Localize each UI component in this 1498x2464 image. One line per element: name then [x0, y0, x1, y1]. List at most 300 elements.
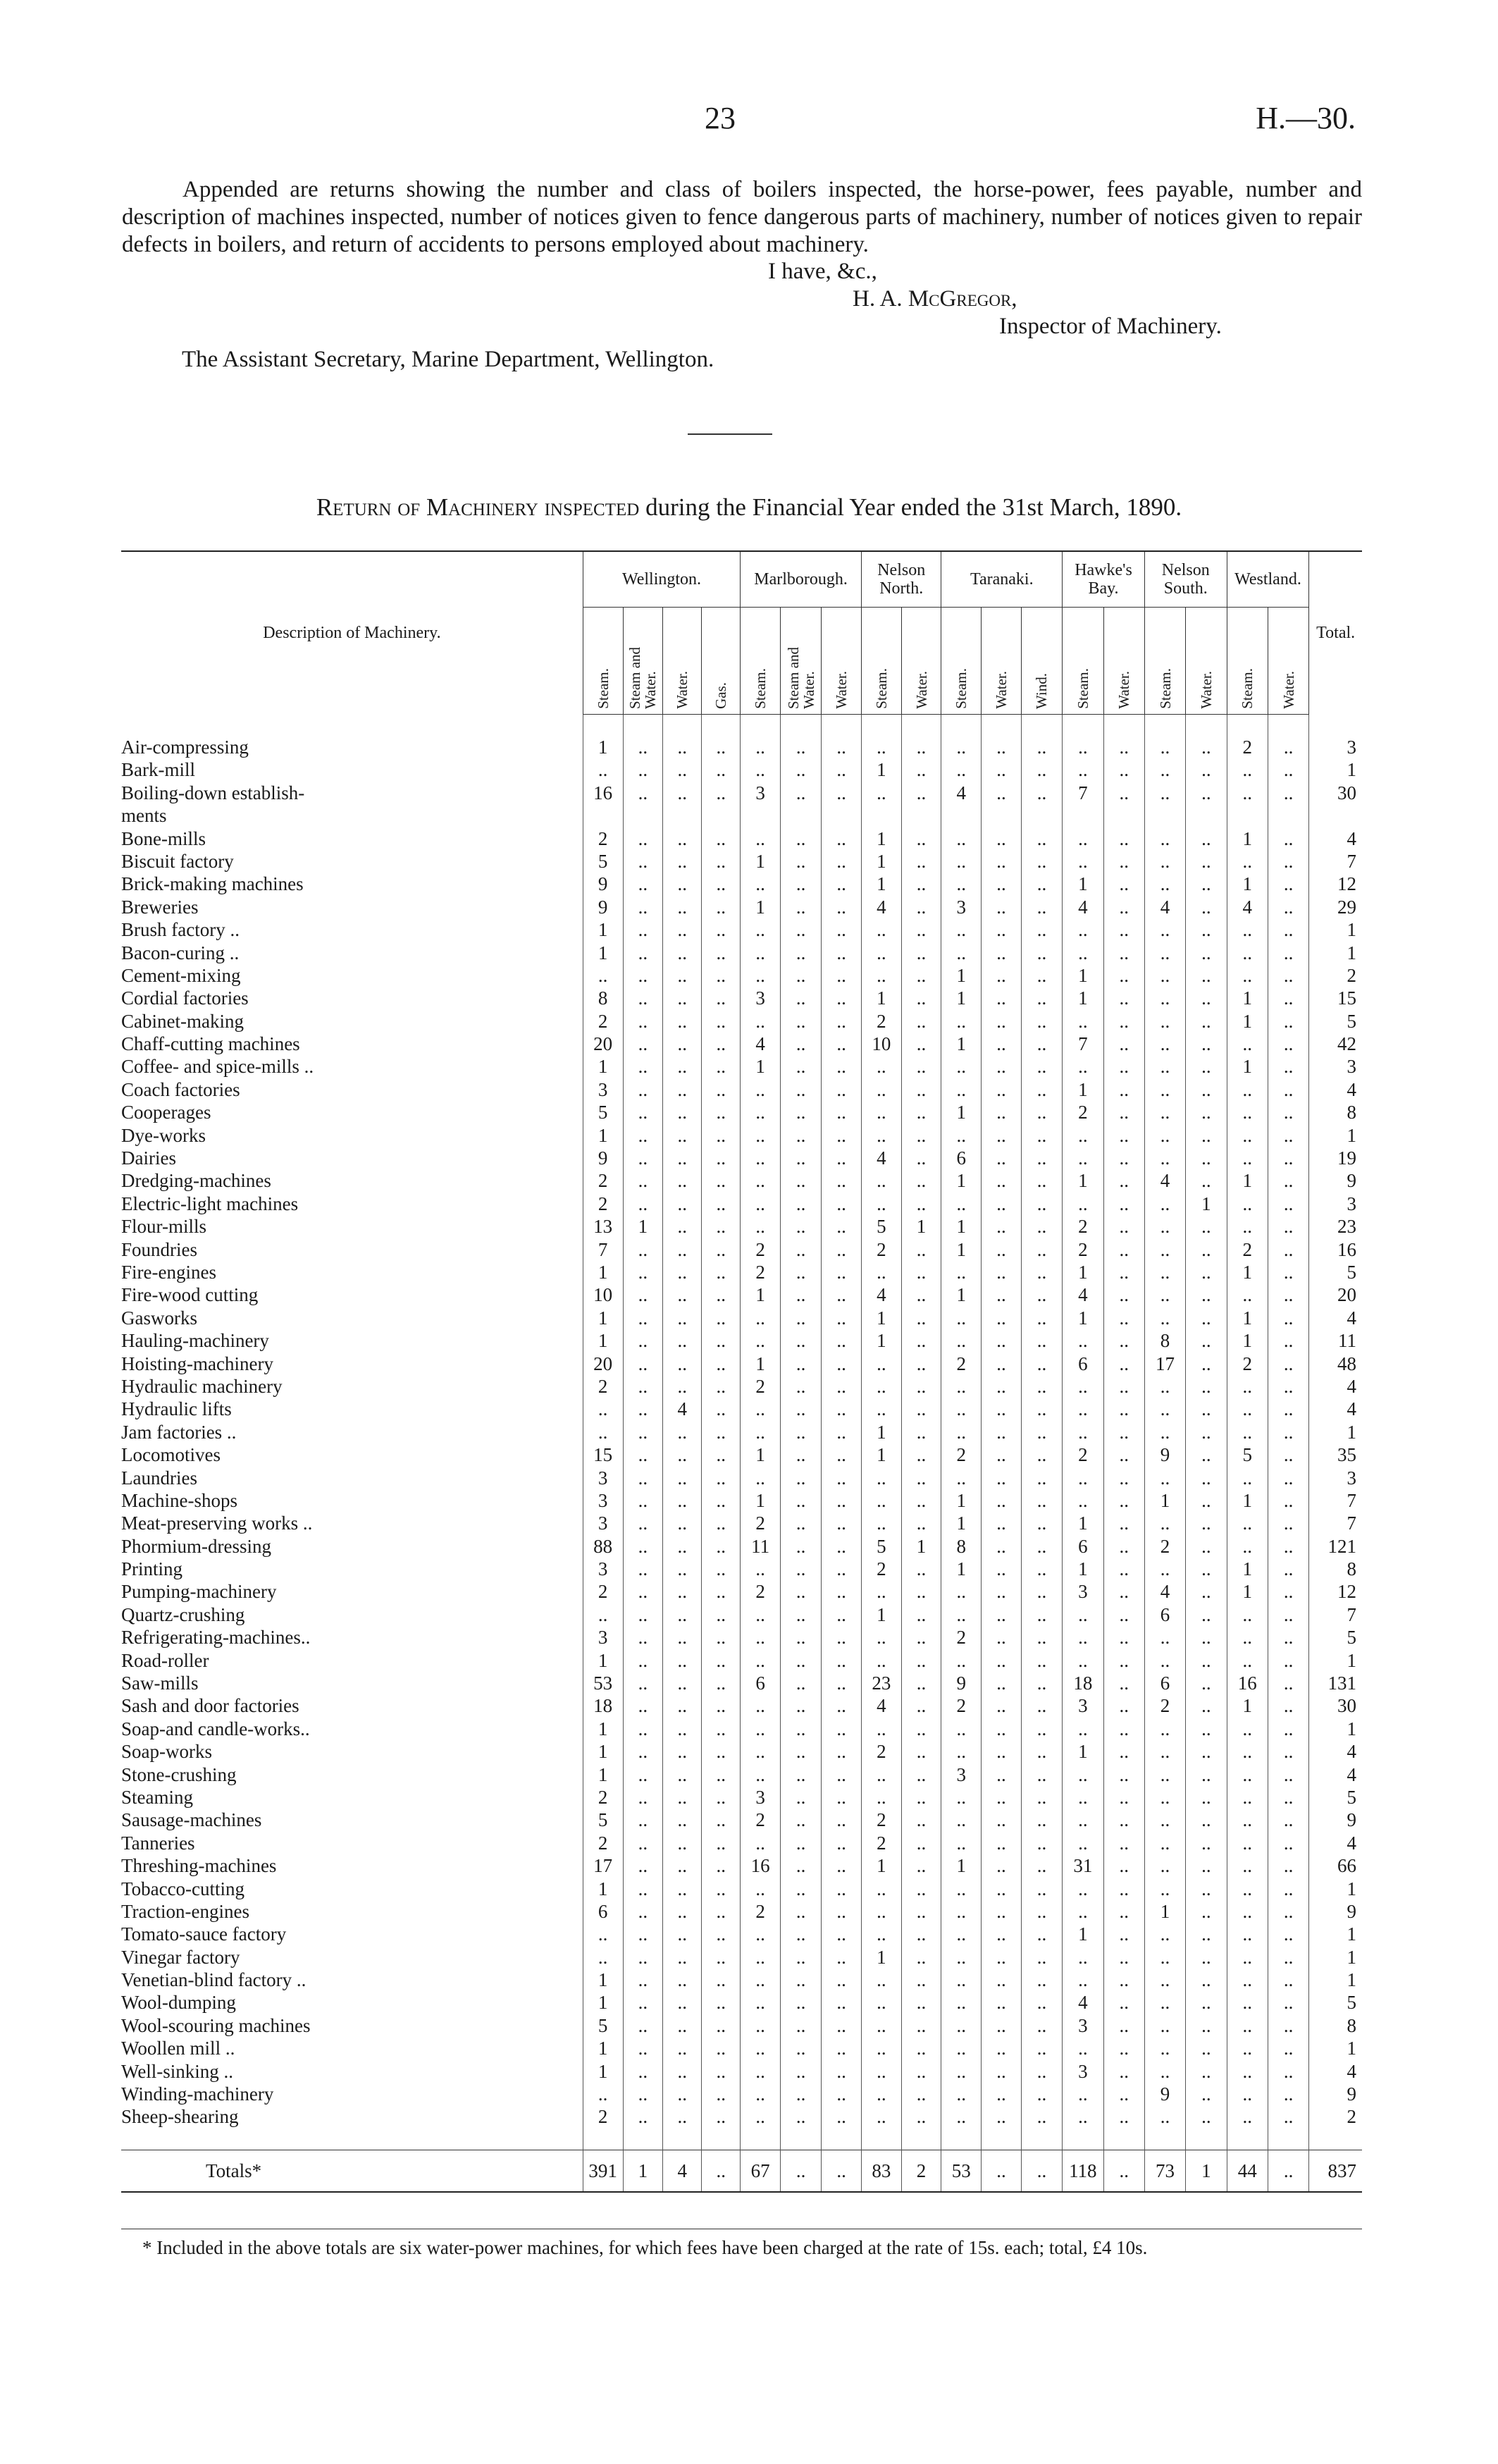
table-cell: .. [901, 1694, 941, 1717]
table-cell: .. [623, 1078, 663, 1101]
row-total: 1 [1309, 1718, 1362, 1740]
table-cell: .. [623, 1169, 663, 1192]
table-cell: .. [741, 1010, 781, 1033]
table-cell: .. [982, 1124, 1022, 1147]
table-cell: .. [982, 1672, 1022, 1694]
table-cell: .. [1186, 758, 1227, 781]
table-cell: .. [702, 1010, 741, 1033]
table-cell: .. [901, 1307, 941, 1329]
table-cell: .. [780, 1489, 821, 1512]
column-header [901, 608, 941, 715]
table-cell: .. [982, 1512, 1022, 1534]
table-cell: .. [663, 1307, 702, 1329]
row-description-text: Woollen mill .. [121, 2038, 237, 2059]
column-header-label: Water. [833, 671, 850, 709]
table-cell: .. [901, 1854, 941, 1877]
table-cell: .. [1268, 1375, 1308, 1398]
table-cell: .. [741, 1832, 781, 1854]
table-cell: .. [822, 1878, 862, 1900]
table-cell: .. [941, 827, 982, 850]
table-cell: .. [583, 964, 623, 987]
table-cell: .. [1021, 1946, 1062, 1969]
table-cell: .. [1186, 1307, 1227, 1329]
table-cell: .. [702, 827, 741, 850]
row-description [121, 942, 583, 964]
row-description-text: Hydraulic machinery [121, 1376, 285, 1397]
table-cell: 6 [1063, 1353, 1103, 1375]
table-cell: .. [982, 1193, 1022, 1215]
table-cell: .. [1103, 1329, 1144, 1352]
table-cell: 9 [583, 1147, 623, 1169]
table-cell: .. [1186, 1969, 1227, 1991]
table-cell: .. [822, 964, 862, 987]
table-cell: .. [741, 1558, 781, 1580]
table-cell: .. [780, 2060, 821, 2083]
table-cell: .. [1021, 1740, 1062, 1763]
table-cell: 1 [941, 1283, 982, 1306]
table-row [121, 1923, 1362, 1945]
row-description-text: Chaff-cutting machines [121, 1033, 303, 1054]
table-cell: .. [1227, 2083, 1268, 2105]
table-cell: .. [741, 1878, 781, 1900]
table-cell: .. [982, 1969, 1022, 1991]
row-description [121, 1101, 583, 1123]
table-cell: .. [1103, 736, 1144, 758]
table-cell: .. [702, 1923, 741, 1945]
table-cell: .. [1268, 1535, 1308, 1558]
table-cell: .. [982, 1694, 1022, 1717]
table-cell: .. [1186, 1786, 1227, 1809]
table-cell: .. [982, 1718, 1022, 1740]
table-cell: 1 [1227, 987, 1268, 1009]
table-cell: .. [1227, 1078, 1268, 1101]
table-cell: .. [901, 1238, 941, 1261]
table-cell: .. [1186, 1672, 1227, 1694]
table-cell: .. [623, 850, 663, 873]
table-cell: .. [822, 2037, 862, 2059]
row-description [121, 1010, 583, 1033]
table-cell: .. [741, 964, 781, 987]
table-cell: 1 [862, 873, 902, 895]
table-cell: .. [623, 1786, 663, 1809]
row-description [121, 2105, 583, 2128]
table-cell: .. [702, 1033, 741, 1055]
table-cell: .. [982, 1854, 1022, 1877]
table-cell: 1 [583, 1878, 623, 1900]
table-cell: .. [1186, 1580, 1227, 1603]
table-cell: 1 [862, 1946, 902, 1969]
table-cell: 2 [583, 2105, 623, 2128]
table-cell: .. [741, 1649, 781, 1672]
table-cell: .. [1103, 2060, 1144, 2083]
table-cell: .. [1186, 1010, 1227, 1033]
table-cell: 7 [1063, 782, 1103, 804]
table-cell: .. [901, 1672, 941, 1694]
table-cell: .. [663, 1580, 702, 1603]
row-total: 2 [1309, 2105, 1362, 2128]
table-cell: .. [901, 1421, 941, 1443]
table-cell: .. [1144, 1740, 1185, 1763]
column-header [663, 608, 702, 715]
table-cell: .. [702, 1649, 741, 1672]
table-cell: .. [982, 1055, 1022, 1078]
row-description [121, 1443, 583, 1466]
row-description [121, 1147, 583, 1169]
table-cell: .. [1144, 1124, 1185, 1147]
table-cell: .. [780, 1832, 821, 1854]
table-cell: .. [822, 1329, 862, 1352]
table-cell: .. [822, 1763, 862, 1786]
table-row [121, 1512, 1362, 1534]
table-cell: 2 [741, 1238, 781, 1261]
table-cell: .. [1103, 1558, 1144, 1580]
row-total: 9 [1309, 1169, 1362, 1192]
table-cell: .. [1227, 918, 1268, 941]
row-description-text: Vinegar factory [121, 1947, 243, 1968]
column-header-label: Steam. [752, 668, 769, 709]
table-cell: 23 [862, 1672, 902, 1694]
table-cell: 2 [1063, 1101, 1103, 1123]
table-cell: .. [982, 1033, 1022, 1055]
table-cell: .. [1268, 1763, 1308, 1786]
table-cell: .. [623, 1832, 663, 1854]
row-description-text: Coach factories [121, 1079, 243, 1100]
table-cell: 1 [1227, 873, 1268, 895]
table-cell: .. [982, 782, 1022, 804]
table-row [121, 1946, 1362, 1969]
table-cell: .. [1103, 782, 1144, 804]
table-title [0, 493, 1498, 522]
table-cell: 6 [941, 1147, 982, 1169]
table-cell: .. [941, 1398, 982, 1420]
table-cell: .. [1144, 1854, 1185, 1877]
table-cell: .. [1063, 1329, 1103, 1352]
table-cell: .. [780, 1101, 821, 1123]
table-cell: 1 [901, 1535, 941, 1558]
table-cell: .. [623, 1283, 663, 1306]
table-cell: 8 [1144, 1329, 1185, 1352]
table-cell: .. [901, 2105, 941, 2128]
row-description [121, 1603, 583, 1626]
table-cell: .. [663, 1421, 702, 1443]
table-cell: .. [741, 1078, 781, 1101]
table-cell: .. [780, 1558, 821, 1580]
table-cell: .. [1186, 736, 1227, 758]
table-cell: .. [1186, 1398, 1227, 1420]
table-cell: .. [663, 1878, 702, 1900]
table-cell: .. [1103, 2105, 1144, 2128]
table-cell: 1 [862, 850, 902, 873]
table-cell: .. [1227, 942, 1268, 964]
table-cell: .. [1063, 1626, 1103, 1649]
column-header [822, 608, 862, 715]
table-cell: .. [901, 1101, 941, 1123]
table-cell: 1 [941, 1558, 982, 1580]
table-cell: .. [1268, 896, 1308, 918]
row-total: 5 [1309, 1261, 1362, 1283]
table-cell: .. [1103, 1147, 1144, 1169]
table-cell: .. [982, 827, 1022, 850]
table-row [121, 1193, 1362, 1215]
row-total: 1 [1309, 1969, 1362, 1991]
table-cell: .. [623, 1398, 663, 1420]
table-cell: .. [780, 1421, 821, 1443]
row-total: 7 [1309, 1603, 1362, 1626]
table-cell: .. [663, 2105, 702, 2128]
table-cell: .. [1103, 942, 1144, 964]
table-cell: .. [1021, 1489, 1062, 1512]
table-cell: .. [1144, 1558, 1185, 1580]
table-cell: .. [901, 1558, 941, 1580]
table-cell: 4 [1144, 896, 1185, 918]
table-cell: .. [1063, 736, 1103, 758]
table-cell: .. [862, 2060, 902, 2083]
table-cell: .. [663, 782, 702, 804]
table-cell: .. [623, 1033, 663, 1055]
table-cell: .. [822, 1786, 862, 1809]
table-cell: .. [1021, 873, 1062, 895]
table-cell: .. [862, 918, 902, 941]
table-cell: .. [862, 2014, 902, 2037]
table-cell: .. [982, 1878, 1022, 1900]
table-row [121, 1353, 1362, 1375]
row-description [121, 1283, 583, 1306]
table-cell: .. [1063, 1398, 1103, 1420]
table-cell: .. [702, 1078, 741, 1101]
table-cell: .. [623, 1969, 663, 1991]
table-cell: .. [982, 736, 1022, 758]
table-cell: .. [901, 1261, 941, 1283]
table-cell: 20 [583, 1033, 623, 1055]
table-cell: .. [982, 1535, 1022, 1558]
table-cell: .. [741, 1718, 781, 1740]
row-description [121, 1512, 583, 1534]
row-description-text: Soap-works [121, 1741, 215, 1762]
row-description [121, 2014, 583, 2037]
row-description [121, 1626, 583, 1649]
table-cell: .. [1144, 1969, 1185, 1991]
table-cell: .. [862, 2105, 902, 2128]
table-cell: .. [1268, 1215, 1308, 1238]
table-cell: .. [1144, 1261, 1185, 1283]
table-cell: .. [1268, 1169, 1308, 1192]
table-cell: .. [862, 1923, 902, 1945]
row-description [121, 2083, 583, 2105]
table-cell: .. [1268, 1055, 1308, 1078]
table-cell: .. [780, 1261, 821, 1283]
table-cell: 10 [583, 1283, 623, 1306]
table-cell: 1 [1227, 1489, 1268, 1512]
table-cell: .. [1021, 1969, 1062, 1991]
row-description [121, 2060, 583, 2083]
table-cell: .. [623, 1649, 663, 1672]
table-row [121, 736, 1362, 758]
table-cell: .. [941, 1055, 982, 1078]
table-cell: .. [1021, 1535, 1062, 1558]
table-cell: .. [663, 1969, 702, 1991]
table-cell: .. [623, 1101, 663, 1123]
table-cell: .. [1268, 1969, 1308, 1991]
table-cell: .. [1144, 1193, 1185, 1215]
table-row [121, 1694, 1362, 1717]
table-cell: .. [1063, 2105, 1103, 2128]
table-cell: .. [623, 736, 663, 758]
row-description [121, 1467, 583, 1489]
table-cell: .. [901, 2014, 941, 2037]
table-cell: .. [1103, 1603, 1144, 1626]
table-cell: .. [1103, 1763, 1144, 1786]
table-cell: .. [1227, 1854, 1268, 1877]
table-cell: .. [623, 1055, 663, 1078]
table-cell: .. [702, 942, 741, 964]
column-header-label: Wind. [1033, 672, 1051, 709]
table-cell: .. [663, 1033, 702, 1055]
table-cell: .. [780, 1512, 821, 1534]
table-cell: .. [1103, 873, 1144, 895]
table-cell: .. [1103, 1421, 1144, 1443]
table-cell: .. [663, 1672, 702, 1694]
table-cell: .. [1268, 1580, 1308, 1603]
table-cell: .. [1063, 1421, 1103, 1443]
table-cell: .. [780, 782, 821, 804]
table-cell: .. [901, 758, 941, 781]
table-cell: .. [741, 2105, 781, 2128]
table-row [121, 964, 1362, 987]
grand-total: 837 [1309, 2150, 1362, 2192]
table-cell: .. [822, 918, 862, 941]
table-cell: 1 [1144, 1900, 1185, 1923]
row-total: 5 [1309, 1991, 1362, 2014]
table-row [121, 1215, 1362, 1238]
table-cell: .. [1144, 1101, 1185, 1123]
table-cell: .. [1268, 1193, 1308, 1215]
table-cell: .. [741, 1946, 781, 1969]
table-cell: .. [1186, 1694, 1227, 1717]
table-cell: .. [862, 1900, 902, 1923]
column-header [1227, 608, 1268, 715]
table-cell: .. [982, 1147, 1022, 1169]
table-cell: .. [663, 1923, 702, 1945]
table-cell: .. [741, 1603, 781, 1626]
table-cell: .. [623, 2083, 663, 2105]
table-cell: .. [780, 1603, 821, 1626]
table-cell: .. [1021, 1923, 1062, 1945]
table-cell: .. [702, 736, 741, 758]
totals-cell: 67 [741, 2150, 781, 2192]
column-header-label: Water. [1115, 671, 1133, 709]
table-cell: .. [982, 2105, 1022, 2128]
table-cell: 11 [741, 1535, 781, 1558]
totals-row [121, 2150, 1362, 2192]
row-total: 12 [1309, 1580, 1362, 1603]
row-description-text: Fire-engines [121, 1262, 219, 1283]
table-cell: 2 [583, 827, 623, 850]
table-cell: .. [741, 827, 781, 850]
table-cell: 1 [862, 1421, 902, 1443]
table-cell: .. [583, 1923, 623, 1945]
table-cell: .. [623, 964, 663, 987]
table-cell: .. [982, 1649, 1022, 1672]
table-cell: .. [1021, 782, 1062, 804]
table-cell: .. [1103, 1786, 1144, 1809]
table-cell: 4 [663, 1398, 702, 1420]
table-cell: 2 [741, 1375, 781, 1398]
table-cell: .. [663, 1169, 702, 1192]
table-cell: 1 [583, 1649, 623, 1672]
table-cell: .. [1186, 2083, 1227, 2105]
table-cell: .. [982, 1101, 1022, 1123]
table-cell: .. [982, 1786, 1022, 1809]
table-cell: .. [702, 1740, 741, 1763]
table-cell: 1 [862, 1854, 902, 1877]
table-cell: .. [702, 1672, 741, 1694]
table-cell: .. [941, 1580, 982, 1603]
table-cell: 15 [583, 1443, 623, 1466]
table-cell: .. [941, 1329, 982, 1352]
totals-cell: .. [1103, 2150, 1144, 2192]
table-cell: .. [623, 1991, 663, 2014]
table-cell: .. [1186, 1124, 1227, 1147]
table-cell: .. [1268, 1900, 1308, 1923]
row-description [121, 827, 583, 850]
row-description [121, 1946, 583, 1969]
table-cell: .. [1186, 1329, 1227, 1352]
table-cell: .. [1227, 2105, 1268, 2128]
table-row [121, 1603, 1362, 1626]
province-header: Hawke's Bay. [1063, 551, 1145, 608]
table-cell: .. [941, 1124, 982, 1147]
table-cell: 13 [583, 1215, 623, 1238]
table-cell: .. [1144, 1512, 1185, 1534]
row-description [121, 1261, 583, 1283]
table-cell: .. [1186, 1489, 1227, 1512]
table-cell: .. [1268, 1261, 1308, 1283]
column-header [1021, 608, 1062, 715]
row-description [121, 1786, 583, 1809]
table-cell: .. [623, 1512, 663, 1534]
table-cell: .. [1186, 918, 1227, 941]
table-cell: .. [982, 1353, 1022, 1375]
table-cell: .. [901, 1878, 941, 1900]
row-description [121, 1809, 583, 1831]
table-cell: .. [1063, 827, 1103, 850]
table-cell: .. [702, 1512, 741, 1534]
table-cell: .. [663, 1649, 702, 1672]
table-cell: .. [663, 873, 702, 895]
table-cell: .. [1021, 1193, 1062, 1215]
table-cell: .. [741, 1626, 781, 1649]
table-cell: .. [982, 1307, 1022, 1329]
table-cell: .. [780, 1078, 821, 1101]
table-cell: .. [1103, 1078, 1144, 1101]
table-cell: .. [1021, 827, 1062, 850]
table-cell: .. [702, 2060, 741, 2083]
table-cell: .. [822, 1421, 862, 1443]
table-cell: .. [1186, 942, 1227, 964]
table-cell: .. [780, 1398, 821, 1420]
table-cell: 16 [1227, 1672, 1268, 1694]
table-cell: 4 [1063, 1991, 1103, 2014]
table-cell: 2 [1227, 736, 1268, 758]
totals-cell: .. [702, 2150, 741, 2192]
table-cell: .. [1268, 1467, 1308, 1489]
table-cell: .. [1021, 1558, 1062, 1580]
table-cell: .. [862, 1512, 902, 1534]
totals-cell: 1 [623, 2150, 663, 2192]
table-cell: .. [822, 1854, 862, 1877]
table-cell: .. [1063, 1489, 1103, 1512]
table-cell: .. [702, 1694, 741, 1717]
